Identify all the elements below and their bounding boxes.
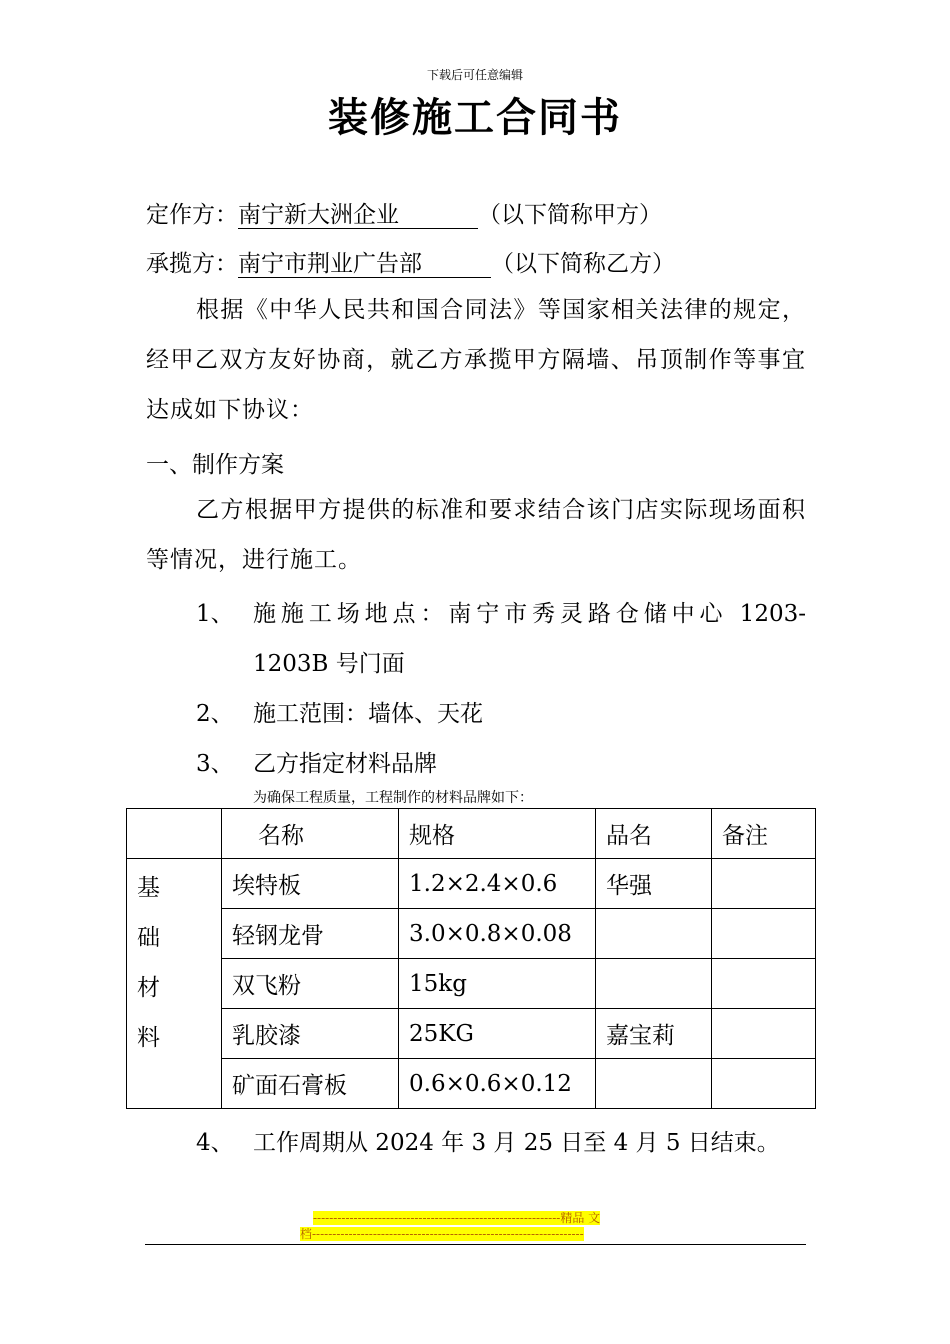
header-cell-brand: 品名: [596, 809, 712, 859]
item-2-text: 施工范围：墙体、天花: [253, 701, 483, 727]
material-note: [712, 1059, 816, 1109]
item-1-number: 1、: [196, 601, 234, 627]
material-brand: 华强: [596, 859, 712, 909]
materials-table: [126, 808, 816, 1109]
material-name: 双飞粉: [222, 959, 399, 1009]
header-cell-spec: 规格: [399, 809, 596, 859]
material-spec: 0.6×0.6×0.12: [399, 1059, 596, 1109]
header-cell-empty: [127, 809, 222, 859]
table-row: [127, 909, 816, 959]
top-note: 下载后可任意编辑: [426, 68, 523, 82]
party-a-line: [146, 196, 662, 229]
footer-watermark: [300, 1210, 650, 1242]
footer-line-1: -------------------------------------------------------------精品 文: [313, 1211, 601, 1225]
material-spec: 15kg: [399, 959, 596, 1009]
document-title: 装修施工合同书: [328, 94, 622, 141]
party-b-name: 南宁市荆业广告部: [238, 251, 491, 278]
section-1-heading: 一、制作方案: [146, 452, 284, 478]
header-cell-name: 名称: [222, 809, 399, 859]
section-1-body: 乙方根据甲方提供的标准和要求结合该门店实际现场面积等情况，进行施工。: [146, 497, 806, 573]
party-a-label: 定作方：: [146, 202, 238, 228]
party-a-name: 南宁新大洲企业: [238, 202, 478, 229]
material-note: [712, 909, 816, 959]
category-cell: [127, 859, 222, 1109]
table-row: [127, 859, 816, 909]
category-char: 基: [137, 875, 160, 901]
footer-line-2: 档-------------------------------------------------------------------: [300, 1227, 584, 1241]
table-row: [127, 959, 816, 1009]
item-2-number: 2、: [196, 701, 234, 727]
material-brand: 嘉宝莉: [596, 1009, 712, 1059]
material-spec: 1.2×2.4×0.6: [399, 859, 596, 909]
table-header-row: [127, 809, 816, 859]
table-row: [127, 1009, 816, 1059]
material-spec: 25KG: [399, 1009, 596, 1059]
material-spec: 3.0×0.8×0.08: [399, 909, 596, 959]
category-char: 础: [137, 925, 160, 951]
party-a-suffix: （以下简称甲方）: [478, 202, 662, 228]
material-name: 矿面石膏板: [222, 1059, 399, 1109]
table-note: 为确保工程质量，工程制作的材料品牌如下：: [253, 790, 533, 806]
category-char: 材: [137, 975, 160, 1001]
material-note: [712, 1009, 816, 1059]
material-brand: [596, 1059, 712, 1109]
item-4-text: 工作周期从 2024 年 3 月 25 日至 4 月 5 日结束。: [253, 1130, 780, 1156]
material-name: 埃特板: [222, 859, 399, 909]
party-b-line: [146, 245, 675, 278]
item-3-text: 乙方指定材料品牌: [253, 751, 437, 777]
item-1-text-line1: 施施工场地点：南宁市秀灵路仓储中心 1203-: [253, 601, 806, 627]
item-1-text-line2: 1203B 号门面: [253, 651, 405, 677]
header-cell-note: 备注: [712, 809, 816, 859]
item-3-number: 3、: [196, 751, 234, 777]
intro-paragraph: 根据《中华人民共和国合同法》等国家相关法律的规定，经甲乙双方友好协商，就乙方承揽甲方隔墙、吊顶制作等事宜达成如下协议：: [146, 297, 806, 423]
material-brand: [596, 959, 712, 1009]
material-name: 乳胶漆: [222, 1009, 399, 1059]
material-brand: [596, 909, 712, 959]
table-row: [127, 1059, 816, 1109]
party-b-label: 承揽方：: [146, 251, 238, 277]
category-char: 料: [137, 1025, 160, 1051]
item-4-number: 4、: [196, 1130, 234, 1156]
footer-rule: [145, 1244, 806, 1245]
material-note: [712, 859, 816, 909]
party-b-suffix: （以下简称乙方）: [491, 251, 675, 277]
material-name: 轻钢龙骨: [222, 909, 399, 959]
material-note: [712, 959, 816, 1009]
